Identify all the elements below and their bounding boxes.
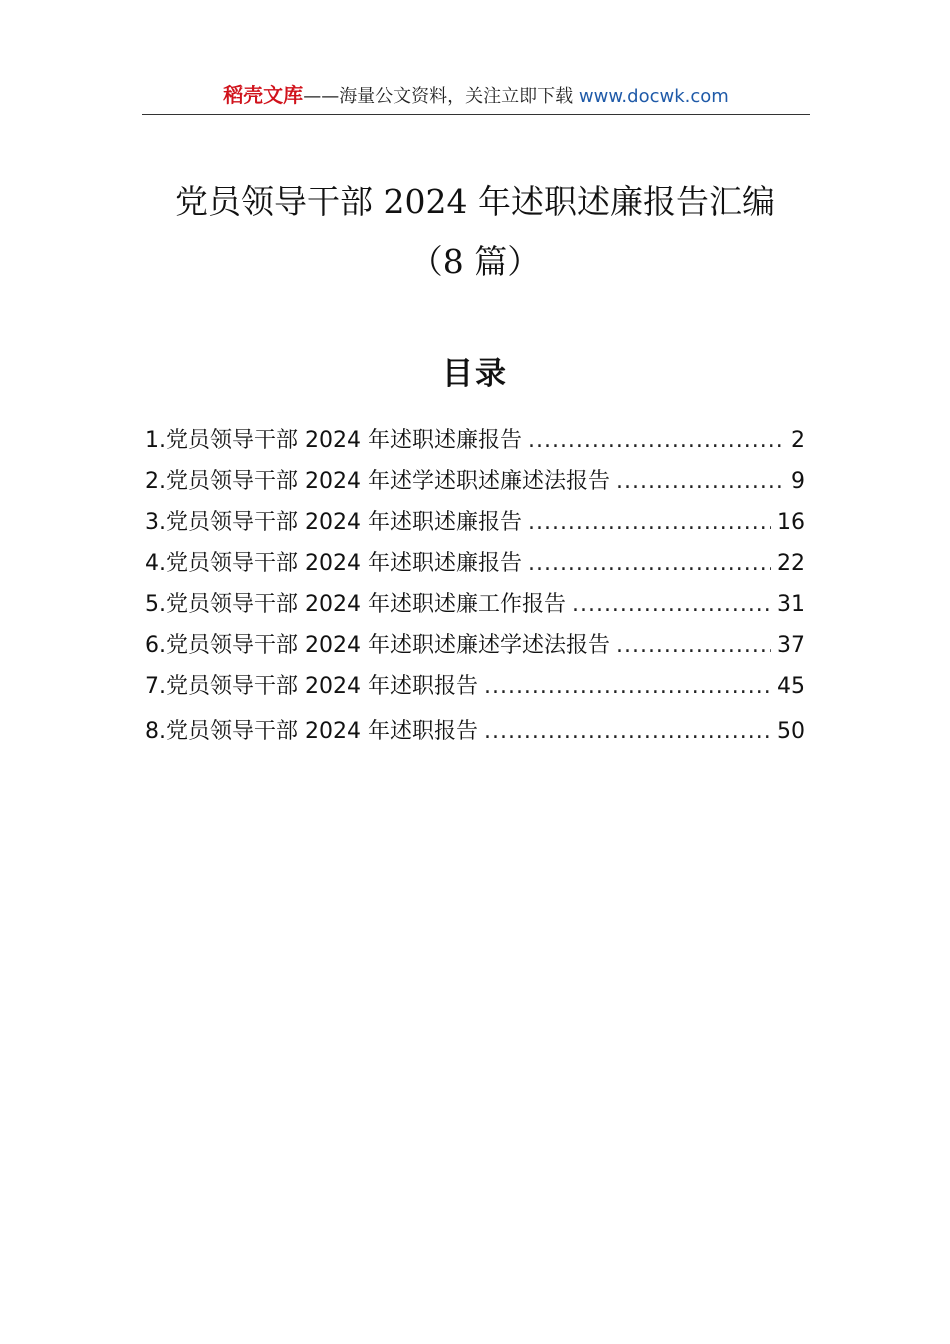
document-title: 党员领导干部 2024 年述职述廉报告汇编 (175, 182, 775, 221)
toc-entry[interactable] (145, 584, 805, 625)
toc-leader-dots (572, 584, 771, 625)
toc-leader-dots (484, 666, 771, 707)
toc-leader-dots (484, 711, 771, 752)
toc-entry-page: 37 (777, 633, 805, 658)
toc-leader-dots (528, 420, 785, 461)
toc-entry-page: 45 (777, 674, 805, 699)
toc-entry-title: 1.党员领导干部 2024 年述职述廉报告 (145, 428, 522, 453)
toc-entry-title: 2.党员领导干部 2024 年述学述职述廉述法报告 (145, 469, 610, 494)
toc-entry-title: 6.党员领导干部 2024 年述职述廉述学述法报告 (145, 633, 610, 658)
toc-entry-title: 3.党员领导干部 2024 年述职述廉报告 (145, 510, 522, 535)
toc-entry-page: 2 (791, 428, 805, 453)
toc-leader-dots (616, 625, 771, 666)
toc-entry[interactable] (145, 502, 805, 543)
toc-leader-dots (528, 502, 771, 543)
table-of-contents (145, 420, 805, 752)
toc-entry-title: 8.党员领导干部 2024 年述职报告 (145, 719, 478, 744)
toc-leader-dots (616, 461, 785, 502)
toc-entry-page: 31 (777, 592, 805, 617)
toc-entry[interactable] (145, 625, 805, 666)
header-divider (142, 114, 810, 115)
toc-heading: 目录 (442, 356, 508, 392)
header-url-link[interactable]: www.docwk.com (578, 86, 729, 107)
page-header (142, 80, 810, 114)
toc-entry-title: 5.党员领导干部 2024 年述职述廉工作报告 (145, 592, 566, 617)
toc-entry-title: 4.党员领导干部 2024 年述职述廉报告 (145, 551, 522, 576)
toc-entry[interactable] (145, 461, 805, 502)
toc-entry[interactable] (145, 543, 805, 584)
toc-entry-page: 9 (791, 469, 805, 494)
toc-entry[interactable] (145, 666, 805, 707)
toc-entry[interactable] (145, 420, 805, 461)
toc-leader-dots (528, 543, 771, 584)
toc-entry-page: 50 (777, 719, 805, 744)
toc-entry-page: 16 (777, 510, 805, 535)
toc-entry[interactable] (145, 711, 805, 752)
toc-entry-title: 7.党员领导干部 2024 年述职报告 (145, 674, 478, 699)
brand-name: 稻壳文库 (223, 83, 304, 107)
toc-entry-page: 22 (777, 551, 805, 576)
header-tagline: ——海量公文资料，关注立即下载 (303, 86, 579, 107)
document-subtitle: （8 篇） (409, 242, 541, 281)
